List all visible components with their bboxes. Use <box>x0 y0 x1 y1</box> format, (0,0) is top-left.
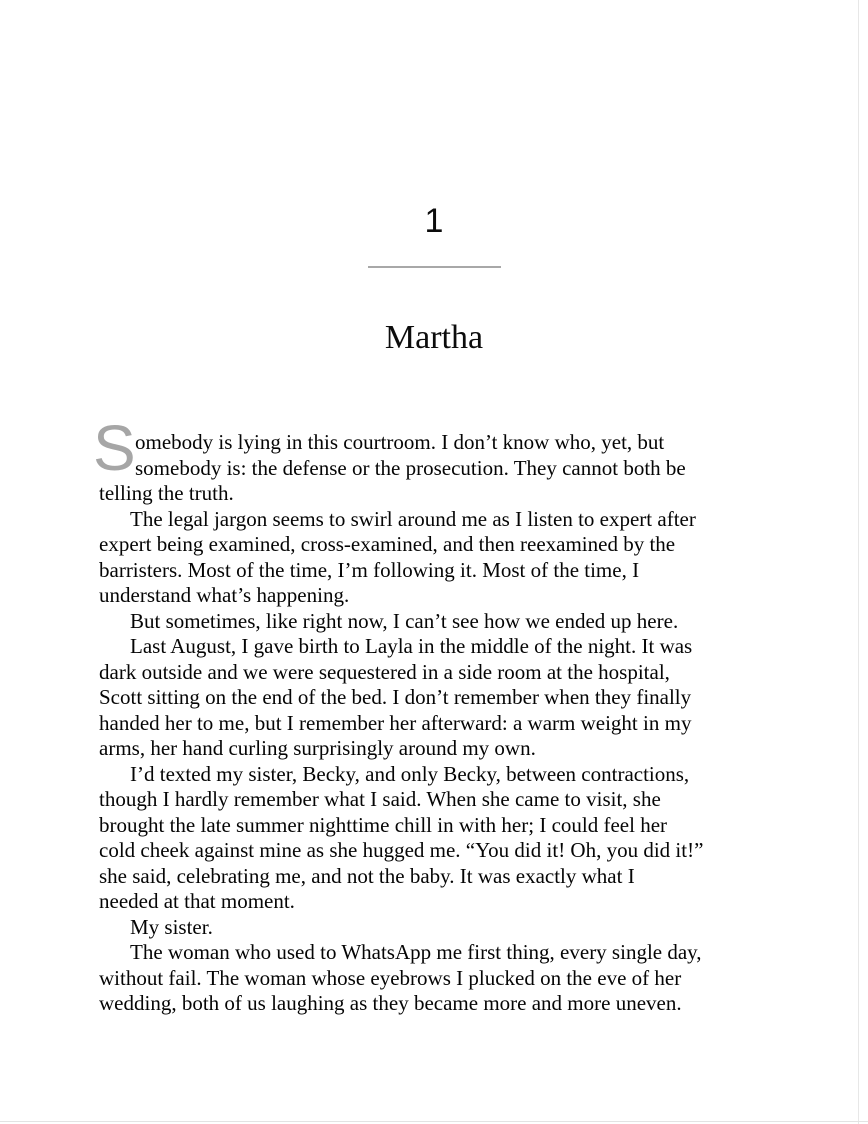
paragraph <box>99 940 767 1017</box>
text-line: My sister. <box>130 914 213 939</box>
paragraph <box>99 915 767 941</box>
text-line: brought the late summer nighttime chill in with her; I could feel her <box>99 812 668 837</box>
drop-cap-letter: S <box>93 412 136 484</box>
chapter-number: 1 <box>424 202 444 240</box>
text-line: handed her to me, but I remember her afterward: a warm weight in my <box>99 710 692 735</box>
body-text <box>93 412 767 1017</box>
paragraph <box>99 762 767 915</box>
page-edge-bottom <box>0 1121 868 1122</box>
text-line: expert being examined, cross-examined, and then reexamined by the <box>99 532 676 556</box>
text-line: Scott sitting on the end of the bed. I don’t remember when they finally <box>99 685 692 709</box>
text-line: needed at that moment. <box>99 889 295 913</box>
text-line: Last August, I gave birth to Layla in the middle of the night. It was <box>130 634 693 658</box>
text-line: understand what’s happening. <box>99 583 350 607</box>
paragraph <box>99 507 767 609</box>
text-line: telling the truth. <box>99 481 234 505</box>
text-line: The legal jargon seems to swirl around me as I listen to expert after <box>130 506 696 531</box>
text-line: The woman who used to WhatsApp me first thing, every single day, <box>130 940 702 964</box>
text-line: But sometimes, like right now, I can’t see how we ended up here. <box>130 608 679 633</box>
page-edge-right <box>858 0 859 1124</box>
text-line: omebody is lying in this courtroom. I don’t know who, yet, but <box>135 430 665 454</box>
chapter-divider <box>368 266 501 268</box>
text-line: without fail. The woman whose eyebrows I plucked on the eve of her <box>99 965 682 990</box>
chapter-title: Martha <box>384 319 484 356</box>
text-line: wedding, both of us laughing as they became more and more uneven. <box>99 991 682 1015</box>
paragraph <box>99 634 767 762</box>
text-line: cold cheek against mine as she hugged me. “You did it! Oh, you did it!” <box>99 838 704 862</box>
text-line: arms, her hand curling surprisingly around my own. <box>99 736 536 760</box>
text-line: barristers. Most of the time, I’m following it. Most of the time, I <box>99 557 640 582</box>
text-line: though I hardly remember what I said. When she came to visit, she <box>99 787 661 811</box>
text-line: somebody is: the defense or the prosecution. They cannot both be <box>135 455 686 480</box>
paragraph <box>93 412 767 507</box>
text-line: I’d texted my sister, Becky, and only Becky, between contractions, <box>130 761 690 786</box>
text-line: she said, celebrating me, and not the baby. It was exactly what I <box>99 863 635 888</box>
text-line: dark outside and we were sequestered in a side room at the hospital, <box>99 659 670 684</box>
paragraph <box>99 609 767 635</box>
